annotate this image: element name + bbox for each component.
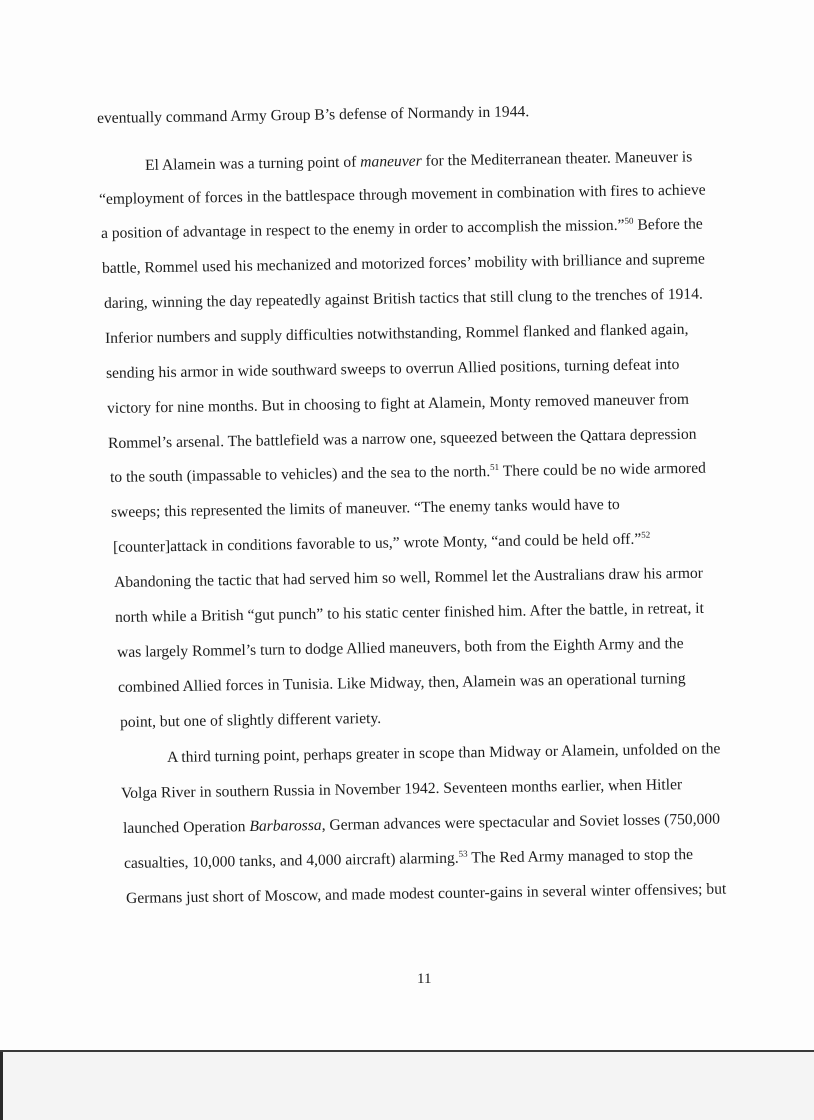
text-line-23: Germans just short of Moscow, and made modest counter-gains in several winter offensives; but	[125, 880, 727, 907]
footnote-ref-51: 51	[490, 461, 500, 473]
text-line-4: a position of advantage in respect to the enemy in order to accomplish the mission.”$^{50}$ Before the	[100, 215, 703, 242]
footnote-ref-50: 50	[624, 215, 634, 226]
text-line-6: daring, winning the day repeatedly against British tactics that still clung to the trenches of 1914.	[103, 285, 703, 312]
emphasis-barbarossa: Barbarossa	[249, 816, 322, 836]
text-line-10: Rommel’s arsenal. The battlefield was a narrow one, squeezed between the Qattara depression	[107, 425, 697, 452]
text-line-19: A third turning point, perhaps greater in scope than Midway or Alamein, unfolded on the	[166, 740, 721, 766]
footnote-ref-53: 53	[458, 848, 468, 859]
text-line-21: launched Operation Barbarossa, German advances were spectacular and Soviet losses (750,000	[122, 810, 721, 837]
text-line-13: [counter]attack in conditions favorable to us,” wrote Monty, “and could be held off.”$^{52}$	[112, 529, 651, 556]
text-line-20: Volga River in southern Russia in November 1942. Seventeen months earlier, when Hitler	[120, 776, 683, 802]
text-line-3: “employment of forces in the battlespace through movement in combination with fires to achieve	[98, 181, 706, 208]
text-line-15: north while a British “gut punch” to his static center finished him. After the battle, in retreat, it	[114, 599, 705, 626]
text-line-18: point, but one of slightly different variety.	[119, 709, 382, 731]
text-line-12: sweeps; this represented the limits of maneuver. “The enemy tanks would have to	[110, 496, 620, 521]
text-line-9: victory for nine months. But in choosing to fight at Alamein, Monty removed maneuver from	[106, 390, 690, 417]
scanner-edge-shadow	[0, 1052, 3, 1120]
text-line-16: was largely Rommel’s turn to dodge Allied maneuvers, both from the Eighth Army and the	[116, 635, 684, 661]
text-line-5: battle, Rommel used his mechanized and motorized forces’ mobility with brilliance and supreme	[101, 250, 705, 277]
text-line-2: El Alamein was a turning point of maneuver for the Mediterranean theater. Maneuver is	[144, 148, 693, 174]
emphasis-maneuver: maneuver	[360, 152, 422, 171]
scanner-background	[0, 1052, 814, 1120]
text-line-17: combined Allied forces in Tunisia. Like Midway, then, Alamein was an operational turning	[117, 670, 686, 696]
text-line-14: Abandoning the tactic that had served him so well, Rommel let the Australians draw his armor	[113, 564, 704, 591]
text-line-22: casualties, 10,000 tanks, and 4,000 aircraft) alarming.$^{53}$ The Red Army managed to stop the	[123, 846, 694, 872]
page-number: 11	[417, 971, 432, 987]
text-line-8: sending his armor in wide southward sweeps to overrun Allied positions, turning defeat into	[105, 355, 680, 382]
text-line-7: Inferior numbers and supply difficulties notwithstanding, Rommel flanked and flanked again,	[104, 320, 689, 347]
text-line-11: to the south (impassable to vehicles) and the sea to the north.$^{51}$ There could be no wide armored	[109, 459, 706, 486]
text-line-1: eventually command Army Group B’s defense of Normandy in 1944.	[96, 103, 530, 127]
footnote-ref-52: 52	[641, 529, 651, 540]
